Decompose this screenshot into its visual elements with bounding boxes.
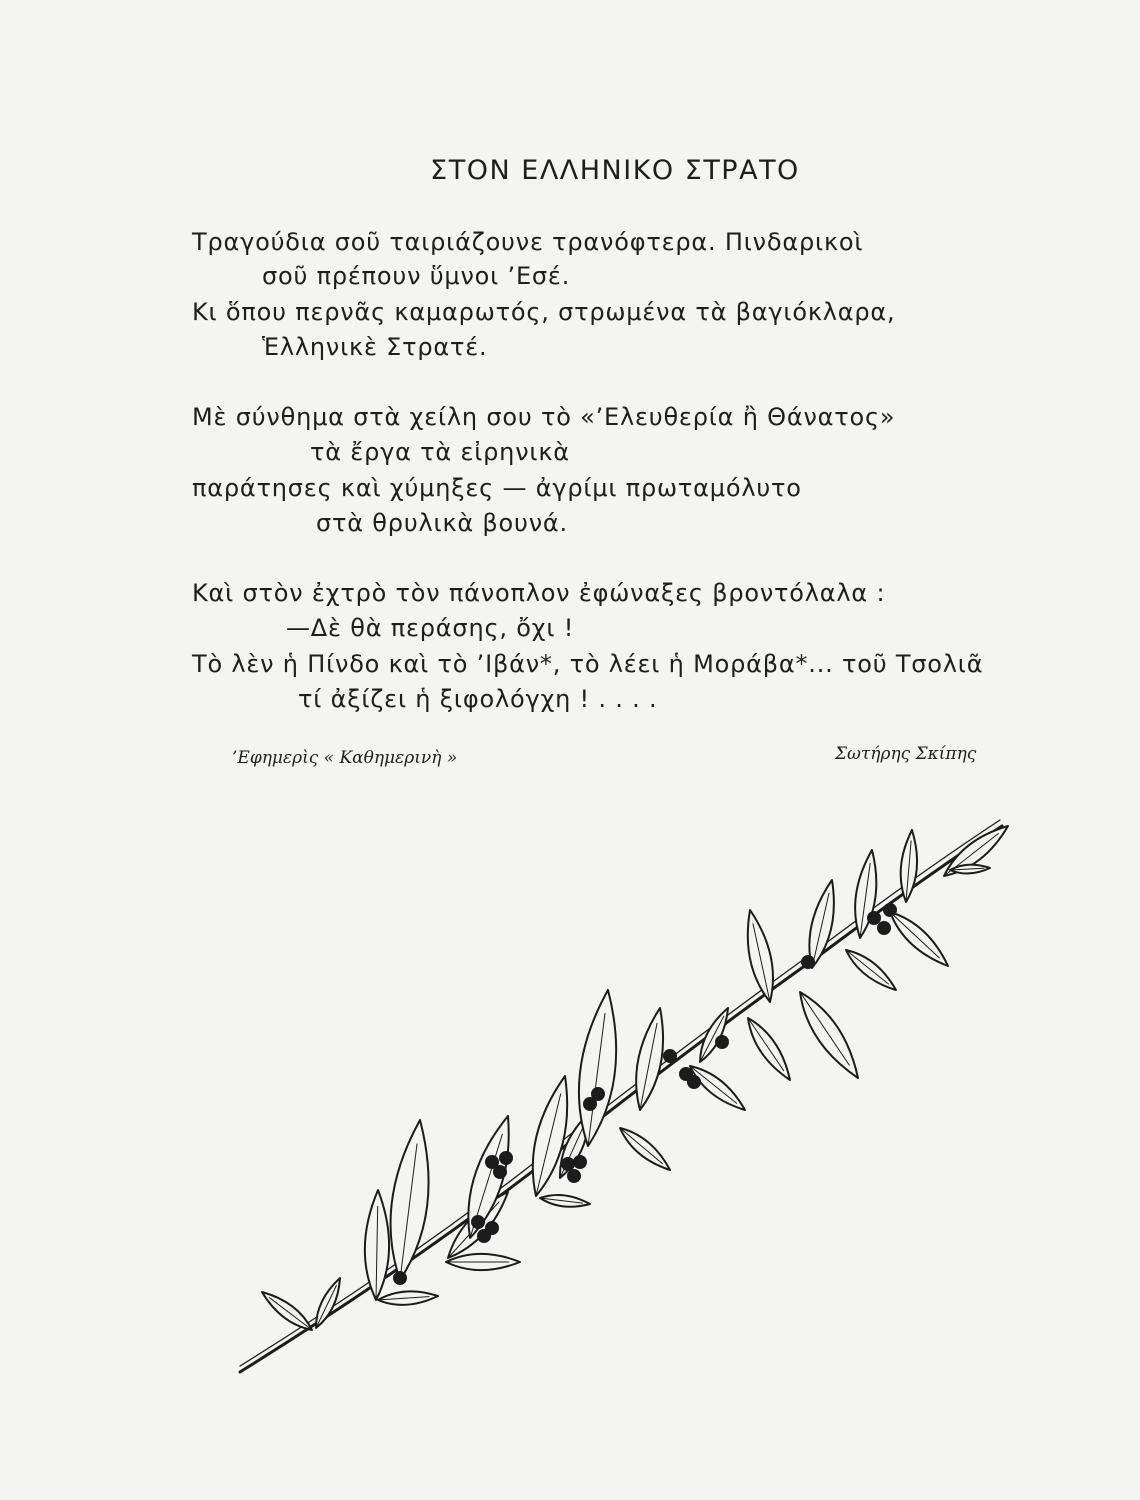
- laurel-berry: [868, 912, 880, 924]
- poem-line: —Δὲ θὰ περάσης, ὄχι !: [286, 614, 575, 642]
- poem-line: Ἑλληνικὲ Στρατέ.: [262, 333, 488, 361]
- laurel-berry: [562, 1158, 574, 1170]
- laurel-berry: [500, 1152, 512, 1164]
- leaf-vein: [748, 1018, 784, 1071]
- laurel-berry: [568, 1170, 580, 1182]
- laurel-berry: [494, 1166, 506, 1178]
- leaf-vein: [890, 912, 939, 958]
- poem-line: Μὲ σύνθημα στὰ χείλη σου τὸ «’Ελευθερία ἢ Θάνατος»: [192, 403, 896, 431]
- laurel-berry: [394, 1272, 406, 1284]
- laurel-berry: [884, 904, 896, 916]
- laurel-berry: [802, 956, 814, 968]
- laurel-berry: [574, 1156, 586, 1168]
- leaf-vein: [620, 1128, 663, 1164]
- branch-stem-edge: [240, 820, 1000, 1366]
- poem-title: ΣΤΟΝ ΕΛΛΗΝΙΚΟ ΣΤΡΑΤΟ: [430, 155, 800, 186]
- poem-line: τί ἀξίζει ἡ ξιφολόγχη ! . . . .: [298, 685, 658, 713]
- poem-line: στὰ θρυλικὰ βουνά.: [316, 509, 568, 537]
- laurel-berry: [688, 1076, 700, 1088]
- poem-line: Τραγούδια σοῦ ταιριάζουνε τρανόφτερα. Πινδαρικοὶ: [192, 228, 864, 256]
- poem-line: τὰ ἔργα τὰ εἰρηνικὰ: [310, 438, 570, 466]
- poem-line: Τὸ λὲν ἡ Πίνδο καὶ τὸ ’Ιβάν*, τὸ λέει ἡ Μοράβα*... τοῦ Τσολιᾶ: [192, 650, 984, 678]
- laurel-berry: [478, 1230, 490, 1242]
- laurel-berry: [664, 1050, 676, 1062]
- poem-line: Καὶ στὸν ἐχτρὸ τὸν πάνοπλον ἐφώναξες βροντόλαλα :: [192, 579, 886, 607]
- laurel-berry: [592, 1088, 604, 1100]
- laurel-berry: [716, 1036, 728, 1048]
- poem-line: παράτησες καὶ χύμηξες — ἀγρίμι πρωταμόλυτο: [192, 474, 802, 502]
- laurel-berry: [878, 922, 890, 934]
- laurel-berry: [472, 1216, 484, 1228]
- leaf-vein: [270, 1298, 313, 1330]
- newspaper-source: ’Εφημερὶς « Καθημερινὴ »: [232, 748, 458, 768]
- leaf-vein: [846, 950, 889, 984]
- leaf-vein: [800, 992, 849, 1065]
- poem-author: Σωτήρης Σκίπης: [835, 744, 977, 764]
- poem-line: Κι ὅπου περνᾶς καμαρωτός, στρωμένα τὰ βαγιόκλαρα,: [192, 298, 896, 326]
- poem-line: σοῦ πρέπουν ὕμνοι ’Εσέ.: [262, 262, 571, 290]
